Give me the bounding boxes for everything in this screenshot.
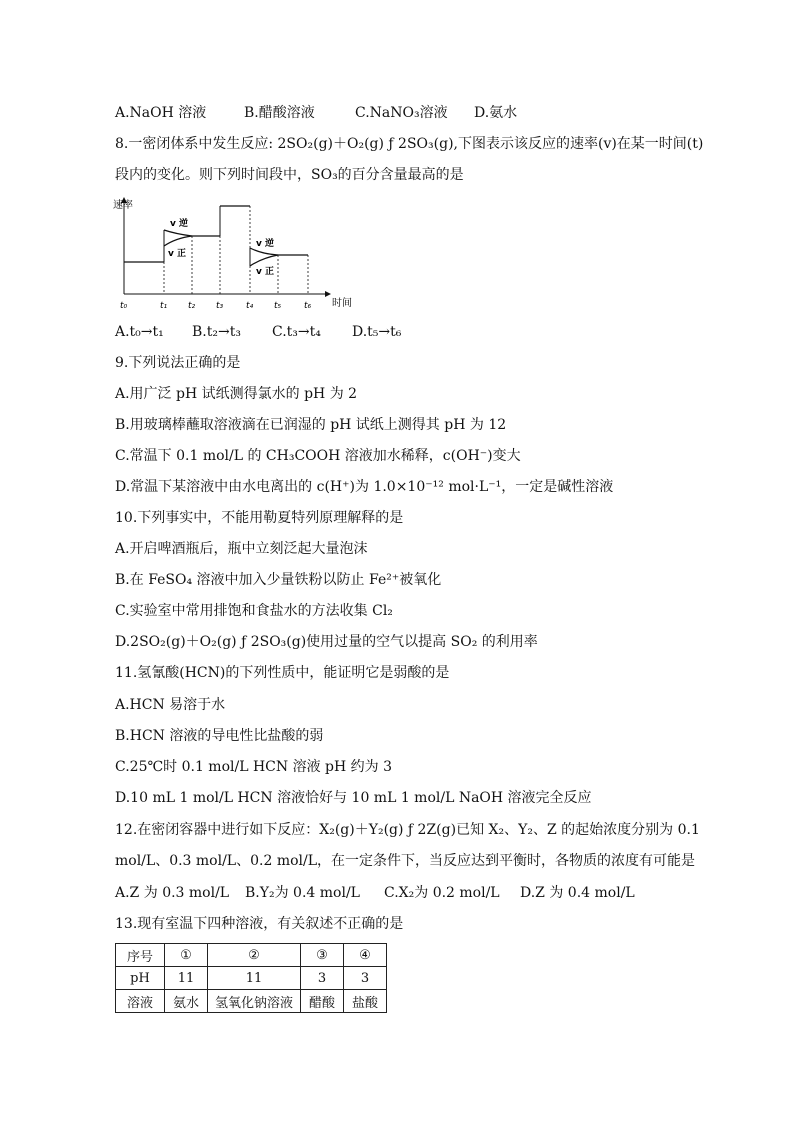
q11-option-c: C.25℃时 0.1 mol/L HCN 溶液 pH 约为 3 [115,759,392,775]
q7-option-b: B.醋酸溶液 [244,105,315,121]
v-zheng-curve-1 [164,236,192,246]
x-axis-label: 时间 [332,298,352,309]
tick-t3: t₃ [216,301,224,311]
rate-time-graph [110,190,360,320]
v-ni-label-2: v 逆 [256,239,275,249]
q8-option-a: A.t₀→t₁ [115,324,164,340]
q8-option-b: B.t₂→t₃ [192,324,241,340]
table-cell: 序号 [116,944,165,967]
v-ni-curve-2 [250,248,278,255]
v-ni-label-1: v 逆 [170,219,189,229]
q12-option-b: B.Y₂为 0.4 mol/L [245,885,360,901]
table-cell: 3 [301,967,344,990]
table-cell: pH [116,967,165,990]
tick-t5: t₅ [274,301,282,311]
q13-stem: 13.现有室温下四种溶液，有关叙述不正确的是 [115,916,404,932]
q10-stem: 10.下列事实中，不能用勒夏特列原理解释的是 [115,510,404,526]
q8-stem-line1: 8.一密闭体系中发生反应: 2SO₂(g)＋O₂(g) ƒ 2SO₃(g),下图表示该反应的速率(v)在某一时间(t) [115,136,704,152]
solutions-table [115,943,387,1013]
q10-option-d: D.2SO₂(g)＋O₂(g) ƒ 2SO₃(g)使用过量的空气以提高 SO₂ 的利用率 [115,634,538,650]
q7-option-c: C.NaNO₃溶液 [355,105,448,121]
q12-stem-line2: mol/L、0.3 mol/L、0.2 mol/L，在一定条件下，当反应达到平衡时，各物质的浓度有可能是 [115,853,696,869]
q11-option-a: A.HCN 易溶于水 [115,697,226,713]
q7-option-d: D.氨水 [474,105,518,121]
v-zheng-label-2: v 正 [256,267,275,277]
table-cell: ③ [301,944,344,967]
table-cell: 3 [344,967,387,990]
q8-stem-line2: 段内的变化。则下列时间段中，SO₃的百分含量最高的是 [115,167,464,183]
q9-option-c: C.常温下 0.1 mol/L 的 CH₃COOH 溶液加水稀释，c(OH⁻)变大 [115,448,521,464]
v-zheng-curve-2 [250,255,278,266]
q9-option-a: A.用广泛 pH 试纸测得氯水的 pH 为 2 [115,386,358,402]
q10-option-c: C.实验室中常用排饱和食盐水的方法收集 Cl₂ [115,603,393,619]
table-cell: 11 [165,967,208,990]
table-cell: ② [208,944,301,967]
tick-t4: t₄ [246,301,254,311]
table-cell: 醋酸 [301,990,344,1013]
q12-option-a: A.Z 为 0.3 mol/L [115,885,230,901]
tick-t2: t₂ [188,301,196,311]
tick-t0: t₀ [120,301,128,311]
table-cell: ④ [344,944,387,967]
q9-option-b: B.用玻璃棒蘸取溶液滴在已润湿的 pH 试纸上测得其 pH 为 12 [115,417,507,433]
q8-option-d: D.t₅→t₆ [352,324,402,340]
q10-option-a: A.开启啤酒瓶后，瓶中立刻泛起大量泡沫 [115,541,368,557]
q11-option-b: B.HCN 溶液的导电性比盐酸的弱 [115,728,324,744]
q12-option-c: C.X₂为 0.2 mol/L [384,885,500,901]
v-ni-curve-1 [164,230,192,236]
table-row [116,944,387,967]
table-cell: 氢氧化钠溶液 [208,990,301,1013]
table-cell: ① [165,944,208,967]
q7-option-a: A.NaOH 溶液 [115,105,207,121]
table-cell: 氨水 [165,990,208,1013]
table-row [116,967,387,990]
q12-stem-line1: 12.在密闭容器中进行如下反应：X₂(g)＋Y₂(g) ƒ 2Z(g)已知 X₂、Y₂、Z 的起始浓度分别为 0.1 [115,822,700,838]
table-cell: 盐酸 [344,990,387,1013]
q8-option-c: C.t₃→t₄ [272,324,321,340]
q11-option-d: D.10 mL 1 mol/L HCN 溶液恰好与 10 mL 1 mol/L NaOH 溶液完全反应 [115,790,592,806]
y-axis-label: 速率 [113,200,133,211]
tick-t1: t₁ [160,301,168,311]
q9-option-d: D.常温下某溶液中由水电离出的 c(H⁺)为 1.0×10⁻¹² mol·L⁻¹，一定是碱性溶液 [115,479,614,495]
tick-t6: t₆ [304,301,312,311]
v-zheng-label-1: v 正 [168,249,187,259]
q11-stem: 11.氢氰酸(HCN)的下列性质中，能证明它是弱酸的是 [115,665,450,681]
table-cell: 11 [208,967,301,990]
table-cell: 溶液 [116,990,165,1013]
q10-option-b: B.在 FeSO₄ 溶液中加入少量铁粉以防止 Fe²⁺被氧化 [115,572,442,588]
table-row [116,990,387,1013]
q12-option-d: D.Z 为 0.4 mol/L [520,885,635,901]
q9-stem: 9.下列说法正确的是 [115,355,241,371]
